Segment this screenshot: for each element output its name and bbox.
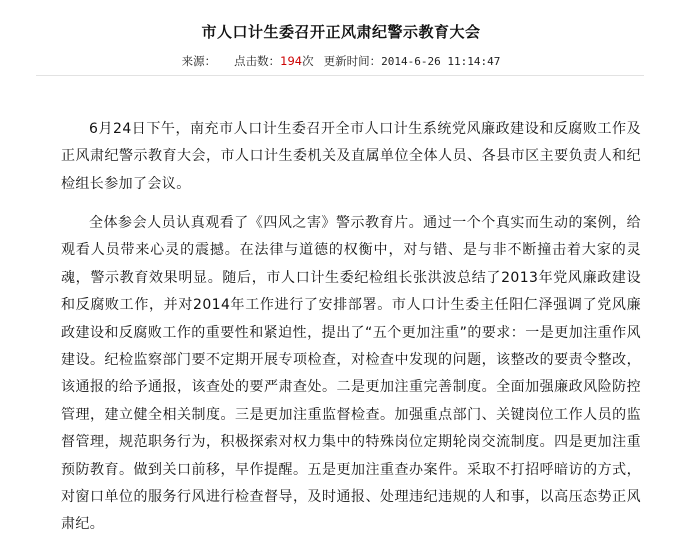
clicks-label: 点击数： — [234, 54, 281, 68]
source-label: 来源： — [181, 54, 217, 68]
updated-label: 更新时间： — [323, 54, 382, 68]
clicks-unit: 次 — [302, 54, 314, 68]
article-paragraph-2: 全体参会人员认真观看了《四风之害》警示教育片。通过一个个真实而生动的案例，给观看人员带来心灵的震撼。在法律与道德的权衡中，对与错、是与非不断撞击着大家的灵魂，警示教育效果明显。随后，市人口计生委纪检组长张洪波总结了2013年党风廉政建设和反腐败工作，并对2014年工作进行了安排部署。市人口计生委主任阳仁泽强调了党风廉政建设和反腐败工作的重要性和紧迫性，提出了“五个更加注重”的要求：一是更加注重作风建设。纪检监察部门要不定期开展专项检查，对检查中发现的问题，该整改的要责令整改，该通报的给予通报，该查处的要严肃查处。二是更加注重完善制度。全面加强廉政风险防控管理，建立健全相关制度。三是更加注重监督检查。加强重点部门、关键岗位工作人员的监督管理，规范职务行为，积极探索对权力集中的特殊岗位定期轮岗交流制度。四是更加注重预防教育。做到关口前移，早作提醒。五是更加注重查办案件。采取不打招呼暗访的方式，对窗口单位的服务行风进行检查督导，及时通报、处理违纪违规的人和事，以高压态势正风肃纪。 — [61, 215, 641, 533]
updated-time: 2014-6-26 11:14:47 — [381, 55, 501, 68]
divider — [36, 75, 644, 76]
article-paragraph-1: 6月24日下午，南充市人口计生委召开全市人口计生系统党风廉政建设和反腐败工作及正风肃纪警示教育大会，市人口计生委机关及直属单位全体人员、各县市区主要负责人和纪检组长参加了会议。 — [61, 121, 641, 192]
article-title: 市人口计生委召开正风肃纪警示教育大会 — [201, 23, 481, 41]
click-count: 194 — [280, 54, 303, 68]
article-meta — [0, 53, 682, 70]
